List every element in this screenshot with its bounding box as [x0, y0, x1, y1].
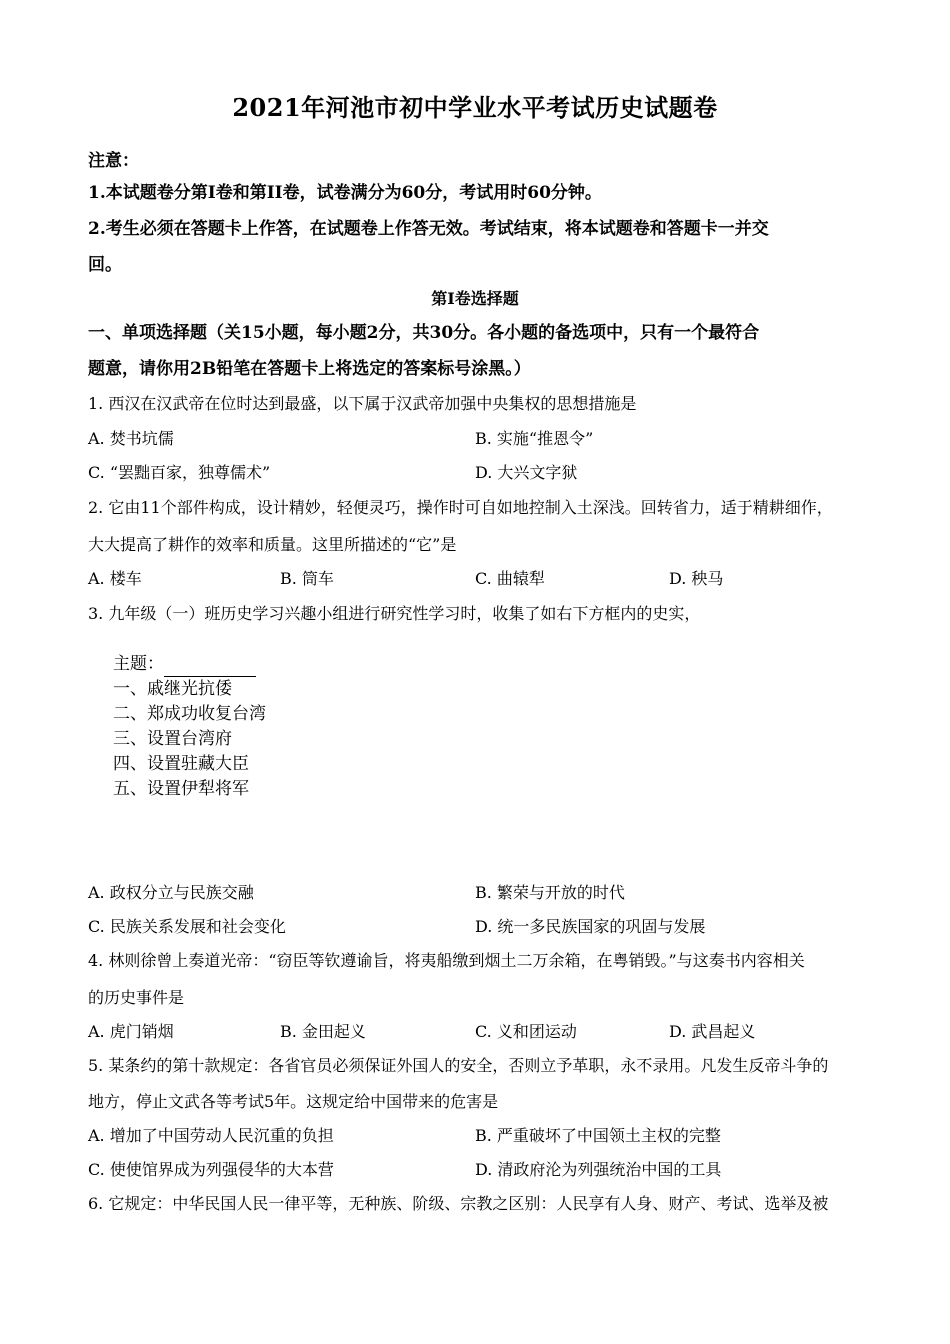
question-1-stem: 1. 西汉在汉武帝在位时达到最盛，以下属于汉武帝加强中央集权的思想措施是	[88, 394, 637, 413]
source-box-topic: 主题：	[113, 652, 266, 677]
section-instructions-cont: 题意，请你用2B铅笔在答题卡上将选定的答案标号涂黑。）	[88, 359, 531, 379]
question-1-option-a: A. 焚书坑儒	[88, 429, 174, 448]
question-3-option-a: A. 政权分立与民族交融	[88, 883, 254, 902]
question-4-option-c: C. 义和团运动	[475, 1022, 577, 1041]
section-instructions: 一、单项选择题（关15小题，每小题2分，共30分。各小题的备选项中，只有一个最符合	[88, 323, 760, 343]
question-3-option-b: B. 繁荣与开放的时代	[475, 883, 625, 902]
source-box-item: 一、戚继光抗倭	[113, 679, 232, 699]
question-2-option-b: B. 筒车	[280, 569, 334, 588]
notice-heading: 注意：	[88, 151, 139, 171]
question-5-option-b: B. 严重破坏了中国领土主权的完整	[475, 1126, 721, 1145]
question-5-option-a: A. 增加了中国劳动人民沉重的负担	[88, 1126, 334, 1145]
question-5-stem: 5. 某条约的第十款规定：各省官员必须保证外国人的安全，否则立予革职，永不录用。凡发生反帝斗争的	[88, 1056, 829, 1075]
source-box-item: 三、设置台湾府	[113, 729, 232, 749]
exam-title: 2021年河池市初中学业水平考试历史试题卷	[232, 93, 718, 122]
question-1-option-c: C. “罢黜百家，独尊儒术”	[88, 463, 271, 482]
question-5-option-d: D. 清政府沦为列强统治中国的工具	[475, 1160, 722, 1179]
question-2-option-d: D. 秧马	[669, 569, 724, 588]
question-2-option-c: C. 曲辕犁	[475, 569, 545, 588]
question-2-option-a: A. 楼车	[88, 569, 142, 588]
question-5-stem-cont: 地方，停止文武各等考试5年。这规定给中国带来的危害是	[88, 1092, 499, 1111]
notice-item-2-cont: 回。	[88, 255, 122, 275]
question-6-stem: 6. 它规定：中华民国人民一律平等，无种族、阶级、宗教之区别：人民享有人身、财产、考试、选举及被	[88, 1194, 829, 1213]
source-box-item: 四、设置驻藏大臣	[113, 754, 249, 774]
question-4-option-b: B. 金田起义	[280, 1022, 366, 1041]
question-1-option-b: B. 实施“推恩令”	[475, 429, 594, 448]
question-4-option-a: A. 虎门销烟	[88, 1022, 174, 1041]
notice-item-1: 1.本试题卷分第Ⅰ卷和第II卷，试卷满分为60分，考试用时60分钟。	[88, 183, 602, 203]
source-box-item: 五、设置伊犁将军	[113, 779, 249, 799]
question-4-stem-cont: 的历史事件是	[88, 988, 185, 1007]
question-3-source-box	[113, 652, 266, 802]
question-2-stem: 2. 它由11个部件构成，设计精妙，轻便灵巧，操作时可自如地控制入土深浅。回转省力，适于精耕细作，	[88, 498, 833, 517]
question-3-option-c: C. 民族关系发展和社会变化	[88, 917, 286, 936]
question-2-stem-cont: 大大提高了耕作的效率和质量。这里所描述的“它”是	[88, 535, 457, 554]
source-box-item: 二、郑成功收复台湾	[113, 704, 266, 724]
question-1-option-d: D. 大兴文字狱	[475, 463, 578, 482]
notice-item-2: 2.考生必须在答题卡上作答，在试题卷上作答无效。考试结束，将本试题卷和答题卡一并交	[88, 219, 769, 239]
question-3-option-d: D. 统一多民族国家的巩固与发展	[475, 917, 706, 936]
section-title: 第Ⅰ卷选择题	[431, 289, 519, 308]
question-3-stem: 3. 九年级（一）班历史学习兴趣小组进行研究性学习时，收集了如右下方框内的史实，	[88, 604, 701, 623]
topic-blank-line	[164, 660, 256, 677]
question-4-option-d: D. 武昌起义	[669, 1022, 756, 1041]
question-5-option-c: C. 使使馆界成为列强侵华的大本营	[88, 1160, 334, 1179]
question-4-stem: 4. 林则徐曾上奏道光帝：“窃臣等钦遵谕旨，将夷船缴到烟土二万余箱，在粤销毁。”与这奏书内容相关	[88, 951, 805, 970]
